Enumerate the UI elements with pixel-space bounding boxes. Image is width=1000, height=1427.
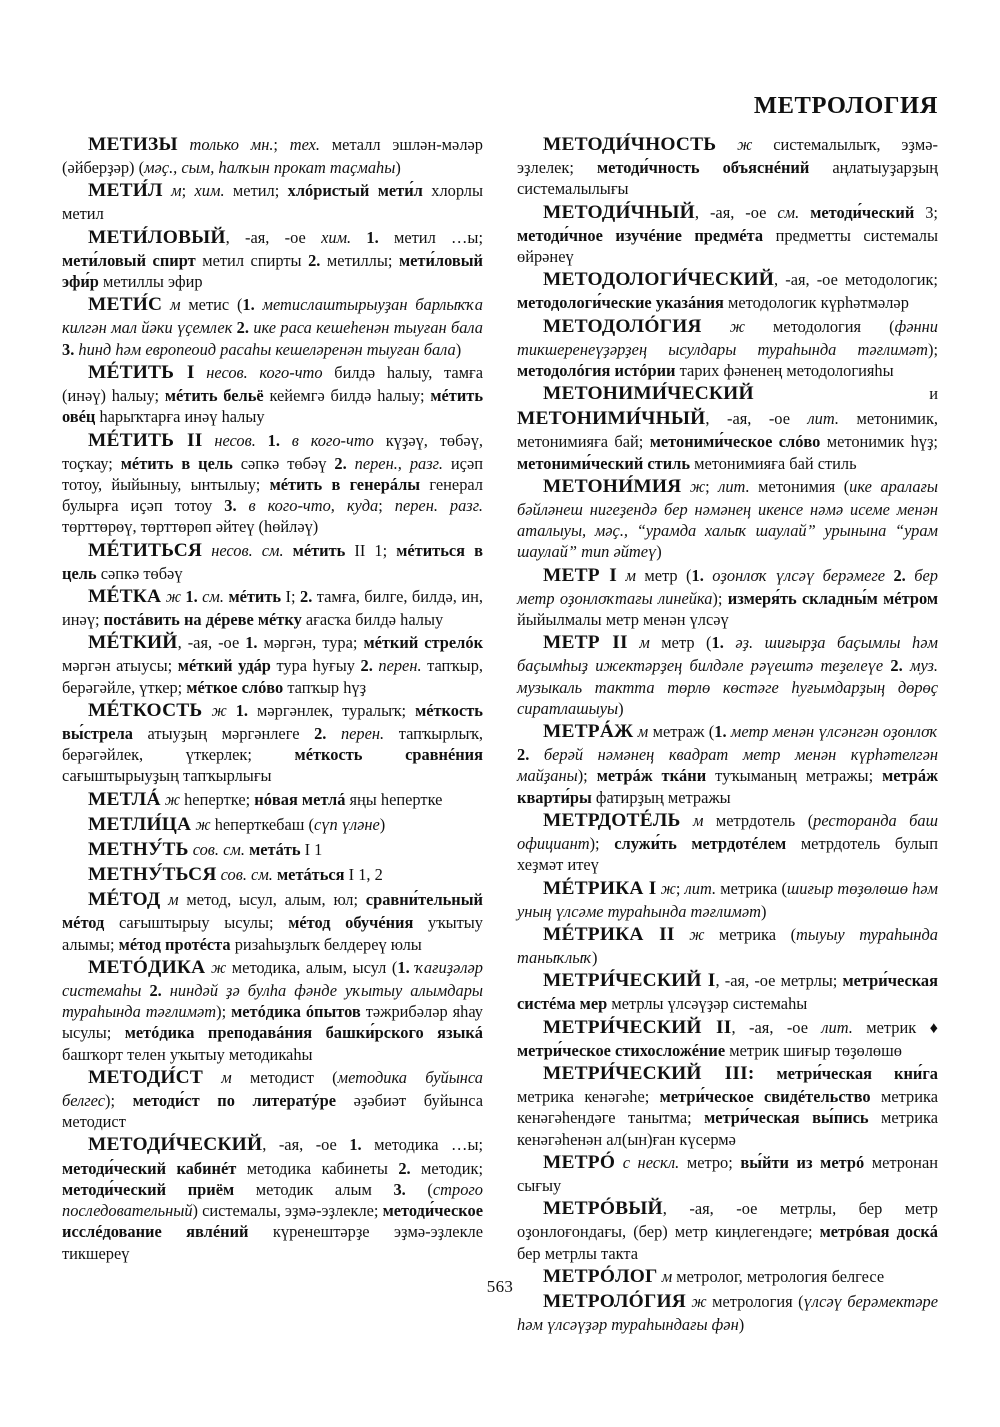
dictionary-entry: МÉТИТЬ II несов. 1. в кого-что күҙәү, төбәү, тоҫҡау; мéтить в цель сәпкә төбәү 2. перен., разг. иҫәп тотоу, йыйыныу, ынтылыу; мéтить в генерáлы генерал булырға иҫәп тотоу 3. в кого-что, куда; перен. разг. төрттөрөү, төрттөрөп әйтеү (һөйләү) <box>62 429 484 537</box>
dictionary-entry: МÉТОД м метод, ысул, алым, юл; сравни́тельный мéтод сағыштырыу ысулы; мéтод обучéния уҡытыу алымы; мéтод протéста ризаһыҙлыҡ белдереү юлы <box>62 889 483 954</box>
dictionary-entry: МЕТОДОЛОГИ́ЧЕСКИЙ, -ая, -ое методологик; методологи́ческие указáния методологик күрһәтмәләр <box>517 269 938 313</box>
dictionary-entry: МЕТР I м метр (1. оҙонлоҡ үлсәү берәмеге 2. бер метр оҙонлоҡтағы линейка); измеря́ть складны́м мéтром йыйылмалы метр менән үлсәү <box>517 564 938 630</box>
dictionary-entry: МЕТÓДИКА ж методика, алым, ысул (1. ҡағиҙәләр системаһы 2. ниндәй ҙә булһа фәнде уҡытыу алымдары тураһында тәғлимәт); метóдика óпытов тәжрибәләр яһау ысулы; метóдика преподавáния башки́рского языкá башҡорт телен уҡытыу методикаһы <box>62 956 483 1064</box>
dictionary-entry: МЕТОДОЛÓГИЯ ж методология (фәнни тикшеренеүҙәрҙең ысулдары тураһында тәғлимәт); методолóгия истóрии тарих фәненең методологияһы <box>517 315 938 380</box>
dictionary-entry: МЕТРÓВЫЙ, -ая, -ое метрлы, бер метр оҙонлоғондағы, (бер) метр киңлегендәге; метрóвая доскá бер метрлы такта <box>517 1198 938 1263</box>
dictionary-entry: МЕТОДИ́ЧНЫЙ, -ая, -ое см. методи́ческий 3; методи́чное изучéние предмéта предметты системалы өйрәнеү <box>517 201 938 266</box>
dictionary-entry: МЕТИ́ЛОВЫЙ, -ая, -ое хим. 1. метил …ы; мети́ловый спирт метил спирты 2. метиллы; мети́ловый эфи́р метиллы эфир <box>62 226 484 292</box>
dictionary-entry: МÉТКИЙ, -ая, -ое 1. мәргән, тура; мéткий стрелóк мәргән атыусы; мéткий удáр тура һуғыу 2. перен. тапҡыр, берәгәйле, үткер; мéткое слóво тапҡыр һүҙ <box>62 632 484 697</box>
dictionary-entry: МЕТИЗЫ только мн.; тех. металл эшлән-мәләр (әйберҙәр) (мәҫ., сым, һалҡын прокат таҫмаһы) <box>62 134 483 178</box>
right-column <box>517 132 938 1335</box>
dictionary-entry: МЕТРДОТÉЛЬ м метрдотель (ресторанда баш официант); служи́ть метрдотéлем метрдотель булып хеҙмәт итеү <box>517 809 938 875</box>
dictionary-entry: МÉТКОСТЬ ж 1. мәргәнлек, туралыҡ; мéткость вы́стрела атыуҙың мәргәнлеге 2. перен. тапҡырлыҡ, берәгәйлек, үткерлек; мéткость сравнéния сағыштырыуҙың тапҡырлығы <box>62 699 483 786</box>
dictionary-entry: МЕТОДИ́ЧЕСКИЙ, -ая, -ое 1. методика …ы; методи́ческий кабинéт методика кабинеты 2. методик; методи́ческий приём методик алым 3. (строго последовательный) системалы, эҙмә-эҙлекле; методи́ческое исслéдование явлéний күренештәрҙе эҙмә-эҙлекле тикшереү <box>62 1134 484 1263</box>
dictionary-entry: МЕТОДИ́СТ м методист (методика буйынса белгес); методи́ст по литератýре әҙәбиәт буйынса методист <box>62 1066 483 1132</box>
dictionary-entry: МЕТНУ́ТЬ сов. см. метáть I 1 <box>88 838 323 860</box>
dictionary-entry: МЕТОДИ́ЧНОСТЬ ж системалылыҡ, эҙмә-эҙлелек; методи́чность объяснéний аңлатыуҙарҙың системалылығы <box>517 134 938 199</box>
dictionary-entry: МЕТНУ́ТЬСЯ сов. см. метáться I 1, 2 <box>88 864 383 886</box>
dictionary-entry: МЕТРÓ с нескл. метро; вы́йти из метрó метронан сығыу <box>517 1151 938 1195</box>
dictionary-entry: МЕТИ́Л м; хим. метил; хлóристый мети́л хлорлы метил <box>62 180 483 224</box>
dictionary-entry: МЕТИ́С м метис (1. метислаштырыуҙан барлыҡҡа килгән мал йәки үҫемлек 2. ике раса кешеһенән тыуған бала 3. һинд һәм европеоид раcаһы кешеләренән тыуған бала) <box>62 294 484 359</box>
dictionary-entry: МÉТИТЬСЯ несов. см. мéтить II 1; мéтиться в цель сәпкә төбәү <box>62 539 483 583</box>
dictionary-entry: МÉТКА ж 1. см. мéтить I; 2. тамға, билге, билдә, ин, инәү; постáвить на дéреве мéтку ағасҡа билдә һалыу <box>62 585 483 630</box>
left-column <box>62 132 483 1335</box>
text-columns <box>62 132 938 1335</box>
running-head-title: МЕТРОЛОГИЯ <box>753 92 938 119</box>
page-folio <box>0 1277 1000 1297</box>
running-head <box>62 94 938 128</box>
dictionary-entry: МЕТРИ́ЧЕСКИЙ I, -ая, -ое метрлы; метри́ческая систéма мер метрлы үлсәүҙәр системаһы <box>517 970 938 1014</box>
dictionary-entry: МЕТЛÁ ж һепертке; нóвая метлá яңы һепертке <box>88 788 443 810</box>
dictionary-entry: МЕТЛИ́ЦА ж һеперткебаш (сүп үләне) <box>88 813 386 835</box>
dictionary-entry: МЕТРИ́ЧЕСКИЙ III: метри́ческая кни́га метрика кенәгәһе; метри́ческое свидéтельство метрика кенәгәһендәге танытма; метри́ческая вы́пись метрика кенәгәһенән ал(ын)ған күсермә <box>517 1062 938 1149</box>
dictionary-entry: МÉТИТЬ I несов. кого-что билдә һалыу, тамға (инәү) һалыу; мéтить бельё кейемгә билдә һалыу; мéтить овéц һарыҡтарға инәү һалыу <box>62 361 483 427</box>
dictionary-entry: МÉТРИКА I ж; лит. метрика (шиғыр төҙөлөшө һәм уның үлсәме тураһында тәғлимәт) <box>517 877 939 921</box>
page-number: 563 <box>486 1277 514 1296</box>
dictionary-entry: МЕТОНИМИ́ЧЕСКИЙ и МЕТОНИМИ́ЧНЫЙ, -ая, -ое лит. метонимик, метонимияға бай; метоними́ческое слóво метонимик һүҙ; метоними́ческий стиль метонимияға бай стиль <box>517 383 939 473</box>
dictionary-entry: МÉТРИКА II ж метрика (тыуыу тураһында таныҡлыҡ) <box>517 923 938 968</box>
dictionary-entry: МЕТРÁЖ м метраж (1. метр менән үлсәнгән оҙонлоҡ 2. берәй нәмәнең квадрат метр менән күрһәтелгән майҙаны); метрáж ткáни туҡыманың метражы; метрáж кварти́ры фатирҙың метражы <box>517 721 938 807</box>
dictionary-entry: МЕТР II м метр (1. әҙ. шиғырҙа баҫымлы һәм баҫымһыҙ ижектәрҙең билдәле рәүештә теҙелеүе 2. муз. музыкаль тактта төрлө көстәге һуғымдарҙың дөрөҫ сиратлашыуы) <box>517 632 938 718</box>
dictionary-entry: МЕТРÓЛОГ м метролог, метрология белгесе <box>543 1265 885 1287</box>
dictionary-entry: МЕТРИ́ЧЕСКИЙ II, -ая, -ое лит. метрик ♦ метри́ческое стихосложéние метрик шиғыр төҙөлөшө <box>517 1016 938 1060</box>
dictionary-entry: МЕТОНИ́МИЯ ж; лит. метонимия (ике аралағы бәйләнеш нигеҙендә бер нәмәнең икенсе нәмә исеме менән аталыуы, мәҫ., “урамда халыҡ шаулай” урынына “урам шаулай” тип әйтеү) <box>517 475 939 562</box>
dictionary-entry: МЕТРОЛÓГИЯ ж метрология (үлсәү берәмектәре һәм үлсәүҙәр тураһындағы фән) <box>517 1290 938 1334</box>
